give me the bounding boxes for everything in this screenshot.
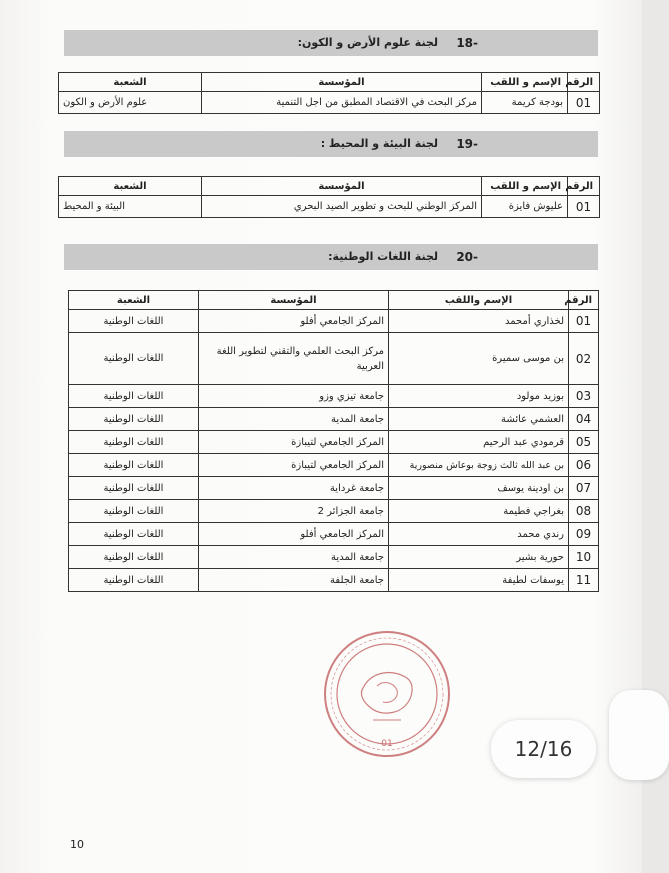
section-20-header [64,244,598,270]
table-header-row [69,291,599,310]
cell-name: بودجة كريمة [482,92,568,114]
header-name: الإسم و اللقب [482,73,568,92]
cell-name: العشمي عائشة [389,408,569,431]
table-row [69,310,599,333]
table-row [59,92,600,114]
cell-inst: جامعة غرداية [199,477,389,500]
section-18-title: لجنة علوم الأرض و الكون: [297,36,438,49]
cell-name: يوسفات لطيفة [389,569,569,592]
section-18-table [58,72,600,114]
header-inst: المؤسسة [202,73,482,92]
cell-num: 09 [569,523,599,546]
cell-inst: جامعة المدية [199,546,389,569]
cell-inst: جامعة الجزائر 2 [199,500,389,523]
section-20-title: لجنة اللغات الوطنية: [328,250,438,263]
header-branch: الشعبة [59,177,202,196]
cell-name: بوزيد مولود [389,385,569,408]
cell-branch: اللغات الوطنية [69,477,199,500]
cell-name: حورية بشير [389,546,569,569]
cell-name: بن موسى سميرة [389,333,569,385]
header-name: الإسم واللقب [389,291,569,310]
cell-name: لخذاري أمحمد [389,310,569,333]
official-stamp [321,628,453,760]
section-19-table [58,176,600,218]
cell-inst: المركز الجامعي لتيبازة [199,454,389,477]
header-num: الرقم [568,177,600,196]
section-20-table [68,290,599,592]
table-row [69,333,599,385]
cell-num: 11 [569,569,599,592]
cell-inst: مركز البحث العلمي والتقني لتطوير اللغة العربية [199,333,389,385]
cell-name: بن عبد الله ثالث زوجة بوعاش منصورية [389,454,569,477]
cell-branch: اللغات الوطنية [69,431,199,454]
cell-num: 01 [568,92,600,114]
table-row [69,477,599,500]
table-row [69,546,599,569]
cell-num: 07 [569,477,599,500]
cell-branch: اللغات الوطنية [69,385,199,408]
cell-branch: اللغات الوطنية [69,333,199,385]
cell-name: بن اودينة يوسف [389,477,569,500]
header-branch: الشعبة [69,291,199,310]
table-row [69,385,599,408]
cell-branch: اللغات الوطنية [69,310,199,333]
cell-branch: اللغات الوطنية [69,408,199,431]
cell-num: 05 [569,431,599,454]
cell-inst: المركز الجامعي لتيبازة [199,431,389,454]
table-row [69,454,599,477]
cell-num: 03 [569,385,599,408]
cell-num: 01 [568,196,600,218]
cell-branch: اللغات الوطنية [69,569,199,592]
cell-inst: المركز الجامعي أفلو [199,523,389,546]
cell-inst: جامعة المدية [199,408,389,431]
cell-name: عليوش فايزة [482,196,568,218]
section-19-header [64,131,598,157]
cell-inst: المركز الوطني للبحث و تطوير الصيد البحري [202,196,482,218]
cell-inst: المركز الجامعي أفلو [199,310,389,333]
cell-branch: اللغات الوطنية [69,454,199,477]
side-panel-handle[interactable] [609,690,669,780]
cell-branch: اللغات الوطنية [69,546,199,569]
section-18-number: 18- [456,36,478,50]
cell-num: 04 [569,408,599,431]
cell-num: 01 [569,310,599,333]
header-branch: الشعبة [59,73,202,92]
cell-name: رندي محمد [389,523,569,546]
cell-inst: جامعة تيزي وزو [199,385,389,408]
header-num: الرقم [568,73,600,92]
table-row [59,196,600,218]
cell-num: 06 [569,454,599,477]
table-row [69,408,599,431]
section-18-header [64,30,598,56]
cell-branch: اللغات الوطنية [69,523,199,546]
cell-branch: علوم الأرض و الكون [59,92,202,114]
section-20-number: 20- [456,250,478,264]
table-row [69,500,599,523]
cell-name: بغراجي فطيمة [389,500,569,523]
cell-num: 08 [569,500,599,523]
page-indicator[interactable]: 12/16 [491,720,596,778]
cell-branch: اللغات الوطنية [69,500,199,523]
stamp-number: 01 [381,739,393,749]
table-header-row [59,177,600,196]
table-row [69,523,599,546]
section-19-title: لجنة البيئة و المحيط : [320,137,438,150]
section-19-number: 19- [456,137,478,151]
cell-inst: مركز البحث في الاقتصاد المطبق من اجل التنمية [202,92,482,114]
header-inst: المؤسسة [202,177,482,196]
cell-num: 02 [569,333,599,385]
header-num: الرقم [569,291,599,310]
cell-inst: جامعة الجلفة [199,569,389,592]
cell-name: قرمودي عبد الرحيم [389,431,569,454]
cell-branch: البيئة و المحيط [59,196,202,218]
header-name: الإسم و اللقب [482,177,568,196]
header-inst: المؤسسة [199,291,389,310]
table-row [69,569,599,592]
table-row [69,431,599,454]
cell-num: 10 [569,546,599,569]
page-number: 10 [70,838,84,851]
table-header-row [59,73,600,92]
